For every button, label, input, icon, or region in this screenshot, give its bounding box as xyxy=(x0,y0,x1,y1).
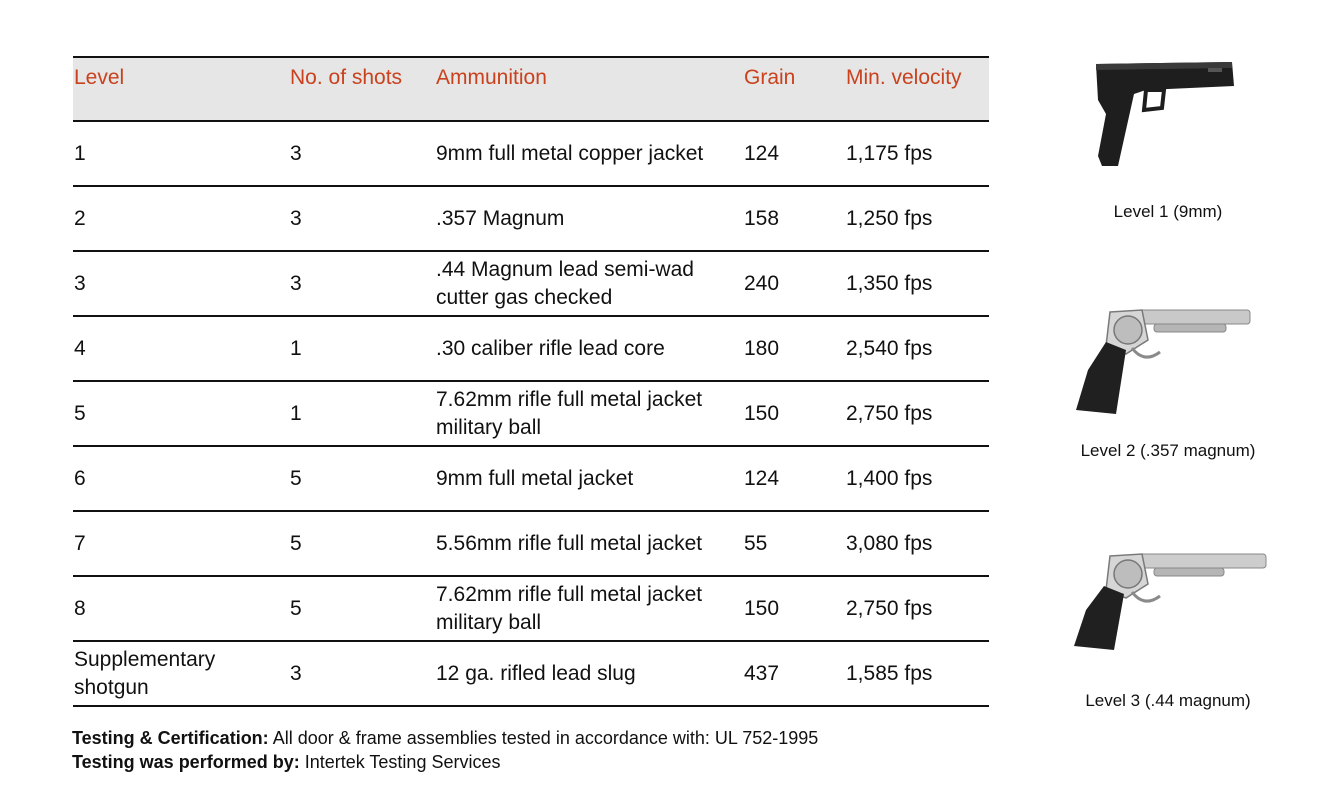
cell-grain: 150 xyxy=(744,401,780,425)
cell-velocity: 2,750 fps xyxy=(846,401,933,425)
cell-grain: 437 xyxy=(744,661,780,685)
performed-label: Testing was performed by: xyxy=(72,752,300,772)
cell-shots: 1 xyxy=(290,336,302,360)
cell-grain: 180 xyxy=(744,336,780,360)
cell-velocity: 1,250 fps xyxy=(846,206,933,230)
table-row xyxy=(73,121,989,186)
caption-level-1: Level 1 (9mm) xyxy=(1113,202,1223,221)
table-row xyxy=(73,251,989,316)
cell-velocity: 1,400 fps xyxy=(846,466,933,490)
cell-ammunition: 12 ga. rifled lead slug xyxy=(436,661,636,685)
certification-footer xyxy=(72,726,818,774)
cell-level: 1 xyxy=(74,141,86,165)
cell-shots: 3 xyxy=(290,206,302,230)
table-row xyxy=(73,316,989,381)
cell-grain: 150 xyxy=(744,596,780,620)
cell-shots: 5 xyxy=(290,466,302,490)
cell-shots: 1 xyxy=(290,401,302,425)
cell-level: 7 xyxy=(74,531,86,555)
testing-certification-line xyxy=(72,726,818,750)
header-velocity: Min. velocity xyxy=(846,66,962,89)
testing-label: Testing & Certification: xyxy=(72,728,269,748)
table-row xyxy=(73,446,989,511)
table-row xyxy=(73,381,989,446)
cell-ammunition: .30 caliber rifle lead core xyxy=(436,336,665,360)
cell-level: 5 xyxy=(74,401,86,425)
ballistic-levels-table xyxy=(73,56,989,707)
table-row xyxy=(73,511,989,576)
cell-velocity: 2,750 fps xyxy=(846,596,933,620)
cell-grain: 124 xyxy=(744,141,780,165)
cell-shots: 3 xyxy=(290,141,302,165)
table-header-row xyxy=(73,57,989,121)
cell-ammunition: 7.62mm rifle full metal jacket military ball xyxy=(436,387,703,439)
cell-shots: 5 xyxy=(290,531,302,555)
header-level: Level xyxy=(74,66,125,89)
header-ammunition: Ammunition xyxy=(436,66,547,89)
cell-grain: 158 xyxy=(744,206,780,230)
revolver-icon xyxy=(1070,300,1255,418)
cell-level: 8 xyxy=(74,596,86,620)
ballistic-levels-table-wrap xyxy=(73,56,989,707)
cell-grain: 240 xyxy=(744,271,780,295)
table-row xyxy=(73,186,989,251)
long-revolver-icon xyxy=(1070,546,1270,654)
cell-level: 2 xyxy=(74,206,86,230)
table-row xyxy=(73,641,989,706)
performed-by-line xyxy=(72,750,818,774)
cell-velocity: 1,350 fps xyxy=(846,271,933,295)
cell-velocity: 1,175 fps xyxy=(846,141,933,165)
table-row xyxy=(73,576,989,641)
cell-level: Supplementary shotgun xyxy=(74,647,216,699)
cell-velocity: 2,540 fps xyxy=(846,336,933,360)
header-shots: No. of shots xyxy=(290,66,403,89)
cell-level: 3 xyxy=(74,271,86,295)
caption-level-3: Level 3 (.44 magnum) xyxy=(1085,691,1251,710)
cell-ammunition: 5.56mm rifle full metal jacket xyxy=(436,531,703,555)
cell-ammunition: 7.62mm rifle full metal jacket military ball xyxy=(436,582,703,634)
cell-level: 6 xyxy=(74,466,86,490)
cell-shots: 3 xyxy=(290,661,302,685)
cell-level: 4 xyxy=(74,336,86,360)
cell-shots: 5 xyxy=(290,596,302,620)
cell-velocity: 1,585 fps xyxy=(846,661,933,685)
header-grain: Grain xyxy=(744,66,796,89)
testing-text: All door & frame assemblies tested in accordance with: UL 752-1995 xyxy=(268,728,819,748)
cell-ammunition: .357 Magnum xyxy=(436,206,565,230)
cell-ammunition: 9mm full metal copper jacket xyxy=(436,141,704,165)
cell-velocity: 3,080 fps xyxy=(846,531,933,555)
cell-grain: 55 xyxy=(744,531,768,555)
cell-grain: 124 xyxy=(744,466,780,490)
cell-ammunition: .44 Magnum lead semi-wad cutter gas checked xyxy=(436,257,694,309)
performed-text: Intertek Testing Services xyxy=(299,752,501,772)
cell-ammunition: 9mm full metal jacket xyxy=(436,466,634,490)
caption-level-2: Level 2 (.357 magnum) xyxy=(1080,441,1256,460)
pistol-icon xyxy=(1088,56,1238,171)
cell-shots: 3 xyxy=(290,271,302,295)
